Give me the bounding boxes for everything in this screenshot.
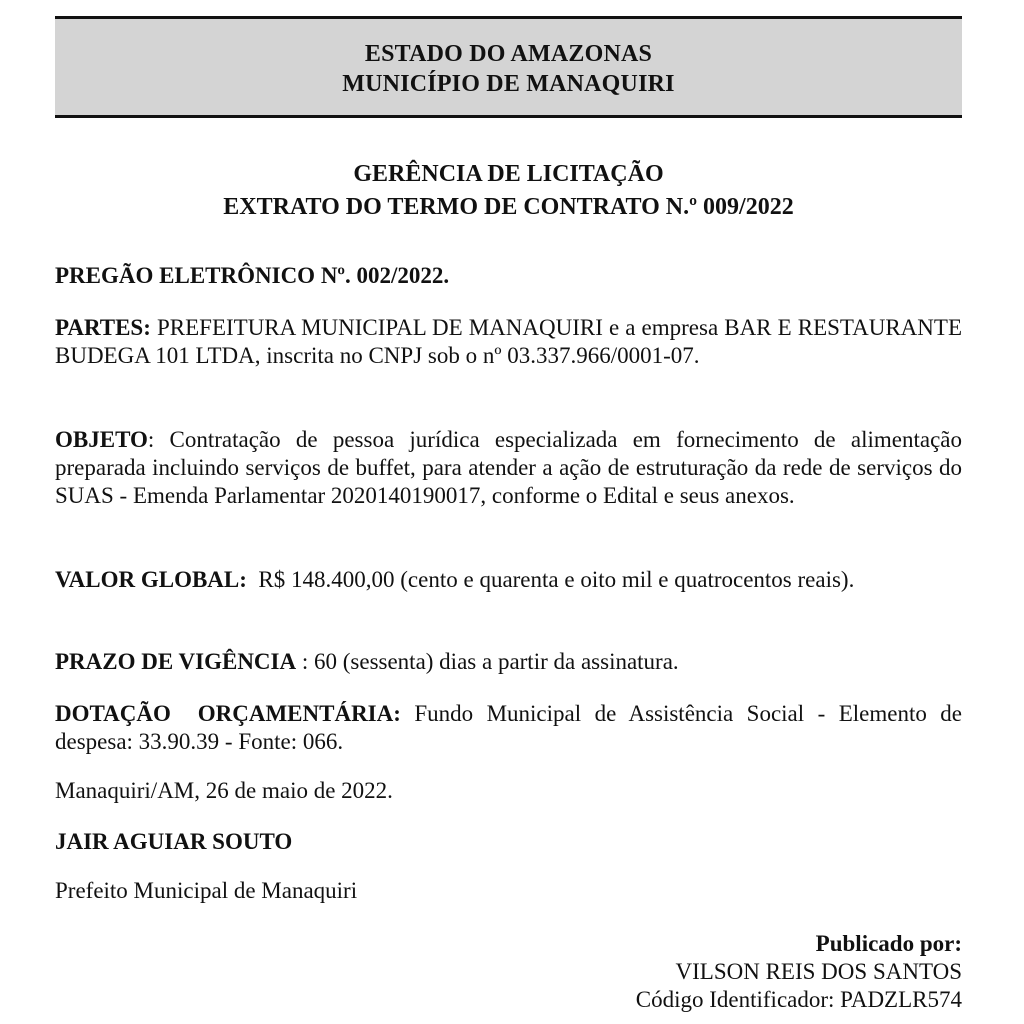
place-date: Manaquiri/AM, 26 de maio de 2022. [55, 778, 393, 803]
valor-paragraph [55, 566, 962, 594]
municipality-name: MUNICÍPIO DE MANAQUIRI [342, 71, 675, 97]
published-by-label: Publicado por: [815, 931, 962, 956]
signatory-title: Prefeito Municipal de Manaquiri [55, 878, 358, 903]
valor-text: R$ 148.400,00 (cento e quarenta e oito mil e quatrocentos reais). [246, 567, 855, 592]
dotacao-text: Fundo Municipal de Assistência Social - Elemento de despesa: 33.90.39 - Fonte: 066. [55, 701, 962, 754]
valor-label: VALOR GLOBAL: [55, 567, 247, 592]
dotacao-paragraph [55, 700, 962, 756]
objeto-label: OBJETO [55, 427, 148, 452]
partes-paragraph [55, 314, 962, 370]
pregao-number: PREGÃO ELETRÔNICO Nº. 002/2022. [55, 263, 450, 288]
document-title: EXTRATO DO TERMO DE CONTRATO N.º 009/2022 [223, 194, 794, 220]
prazo-label: PRAZO DE VIGÊNCIA [55, 649, 297, 674]
publisher-name: VILSON REIS DOS SANTOS [675, 959, 962, 984]
signatory-name: JAIR AGUIAR SOUTO [55, 829, 293, 854]
identifier-code: Código Identificador: PADZLR574 [635, 987, 962, 1012]
header-banner [55, 16, 962, 118]
partes-text: PREFEITURA MUNICIPAL DE MANAQUIRI e a empresa BAR E RESTAURANTE BUDEGA 101 LTDA, inscrita no CNPJ sob o nº 03.337.966/0001-07. [55, 315, 962, 368]
partes-label: PARTES: [55, 315, 151, 340]
dotacao-label: DOTAÇÃO ORÇAMENTÁRIA: [55, 701, 401, 726]
objeto-text: : Contratação de pessoa jurídica especializada em fornecimento de alimentação preparada incluindo serviços de buffet, para atender a ação de estruturação da rede de serviços do SUAS - Emenda Parlamentar 2020140190017, conforme o Edital e seus anexos. [55, 427, 962, 508]
department-title: GERÊNCIA DE LICITAÇÃO [353, 161, 664, 187]
prazo-text: : 60 (sessenta) dias a partir da assinatura. [296, 649, 679, 674]
state-name: ESTADO DO AMAZONAS [364, 41, 653, 67]
prazo-paragraph [55, 648, 962, 676]
objeto-paragraph [55, 426, 962, 510]
